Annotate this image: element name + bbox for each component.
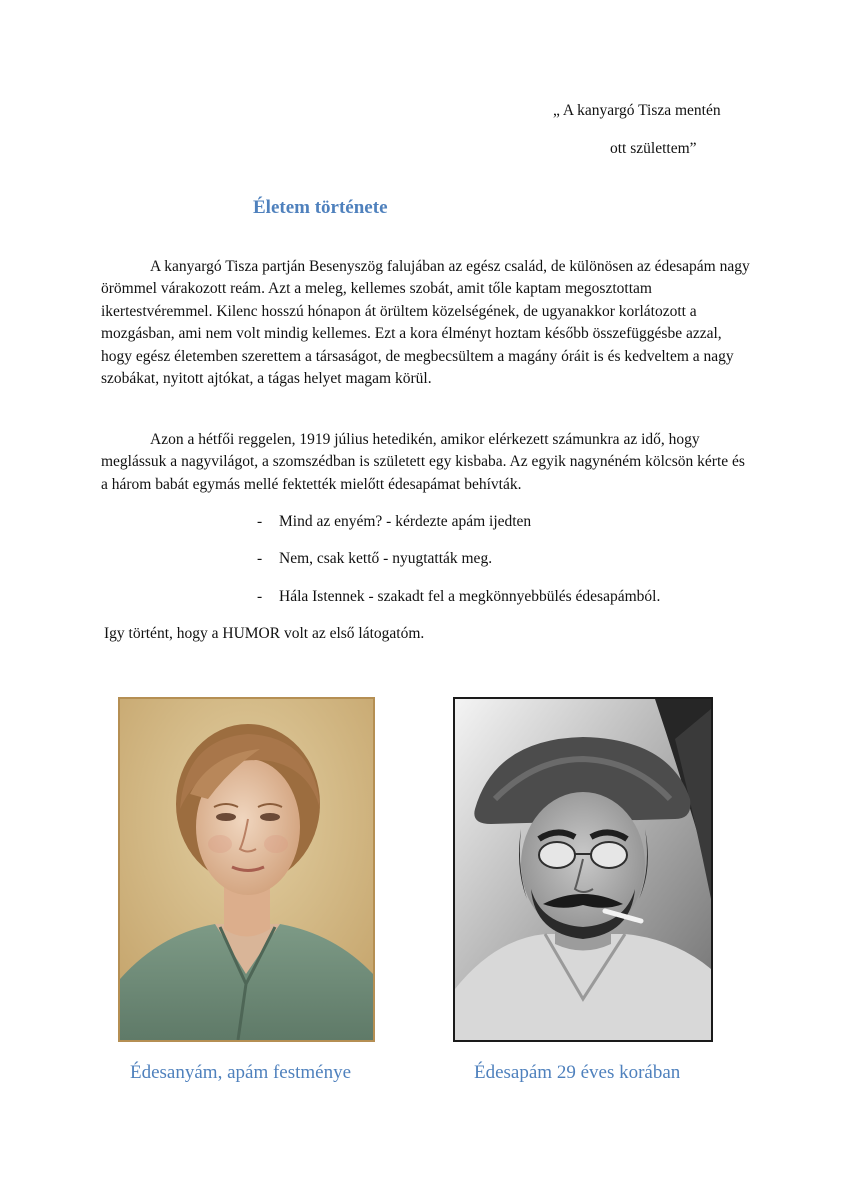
paragraph-1-text: A kanyargó Tisza partján Besenyszög falujában az egész család, de különösen az édesapám nagy örömmel várakozott reám. Azt a meleg, kellemes szobát, amit tőle kaptam megosztottam ikertestvéremmel. Kilenc hosszú hónapon át örültem közelségének, de ugyanakkor korlátozott a mozgásban, ami nem volt mindig kellemes. Ezt a kora élményt hoztam később összefüggésbe azzal, hogy egész életemben szerettem a társaságot, de megbecsültem a magány óráit is és kedveltem a nagy szobákat, nyitott ajtókat, a tágas helyet magam körül. — [101, 258, 750, 388]
mother-painting-illustration — [120, 699, 373, 1040]
dialogue-line-3-text: Hála Istennek - szakadt fel a megkönnyebbülés édesapámból. — [279, 588, 661, 605]
epigraph-line-1: „ A kanyargó Tisza mentén — [553, 102, 721, 119]
caption-mother-painting: Édesanyám, apám festménye — [130, 1062, 352, 1083]
caption-father-photo: Édesapám 29 éves korában — [474, 1062, 681, 1083]
dialogue-line-1 — [257, 513, 531, 531]
father-photo-illustration — [455, 699, 711, 1040]
father-photo-image — [453, 697, 713, 1042]
paragraph-2-text: Azon a hétfői reggelen, 1919 július hetedikén, amikor elérkezett számunkra az idő, hogy meglássuk a nagyvilágot, a szomszédban is született egy kisbaba. Az egyik nagynéném kölcsön kérte és a három babát egymás mellé fektették mielőtt édesapámat behívták. — [101, 431, 745, 493]
dialogue-line-1-text: Mind az enyém? - kérdezte apám ijedten — [279, 513, 532, 530]
mother-painting-image — [118, 697, 375, 1042]
dash-bullet: - — [257, 550, 263, 567]
epigraph-line-2: ott születtem” — [610, 140, 697, 157]
closing-line: Igy történt, hogy a HUMOR volt az első látogatóm. — [104, 625, 425, 642]
dialogue-line-2-text: Nem, csak kettő - nyugtatták meg. — [279, 550, 493, 567]
dialogue-line-3 — [257, 588, 660, 606]
page-title: Életem története — [253, 197, 388, 218]
dash-bullet: - — [257, 588, 263, 605]
paragraph-2 — [101, 429, 751, 496]
paragraph-1 — [101, 256, 751, 390]
dialogue-line-2 — [257, 550, 492, 568]
dash-bullet: - — [257, 513, 263, 530]
